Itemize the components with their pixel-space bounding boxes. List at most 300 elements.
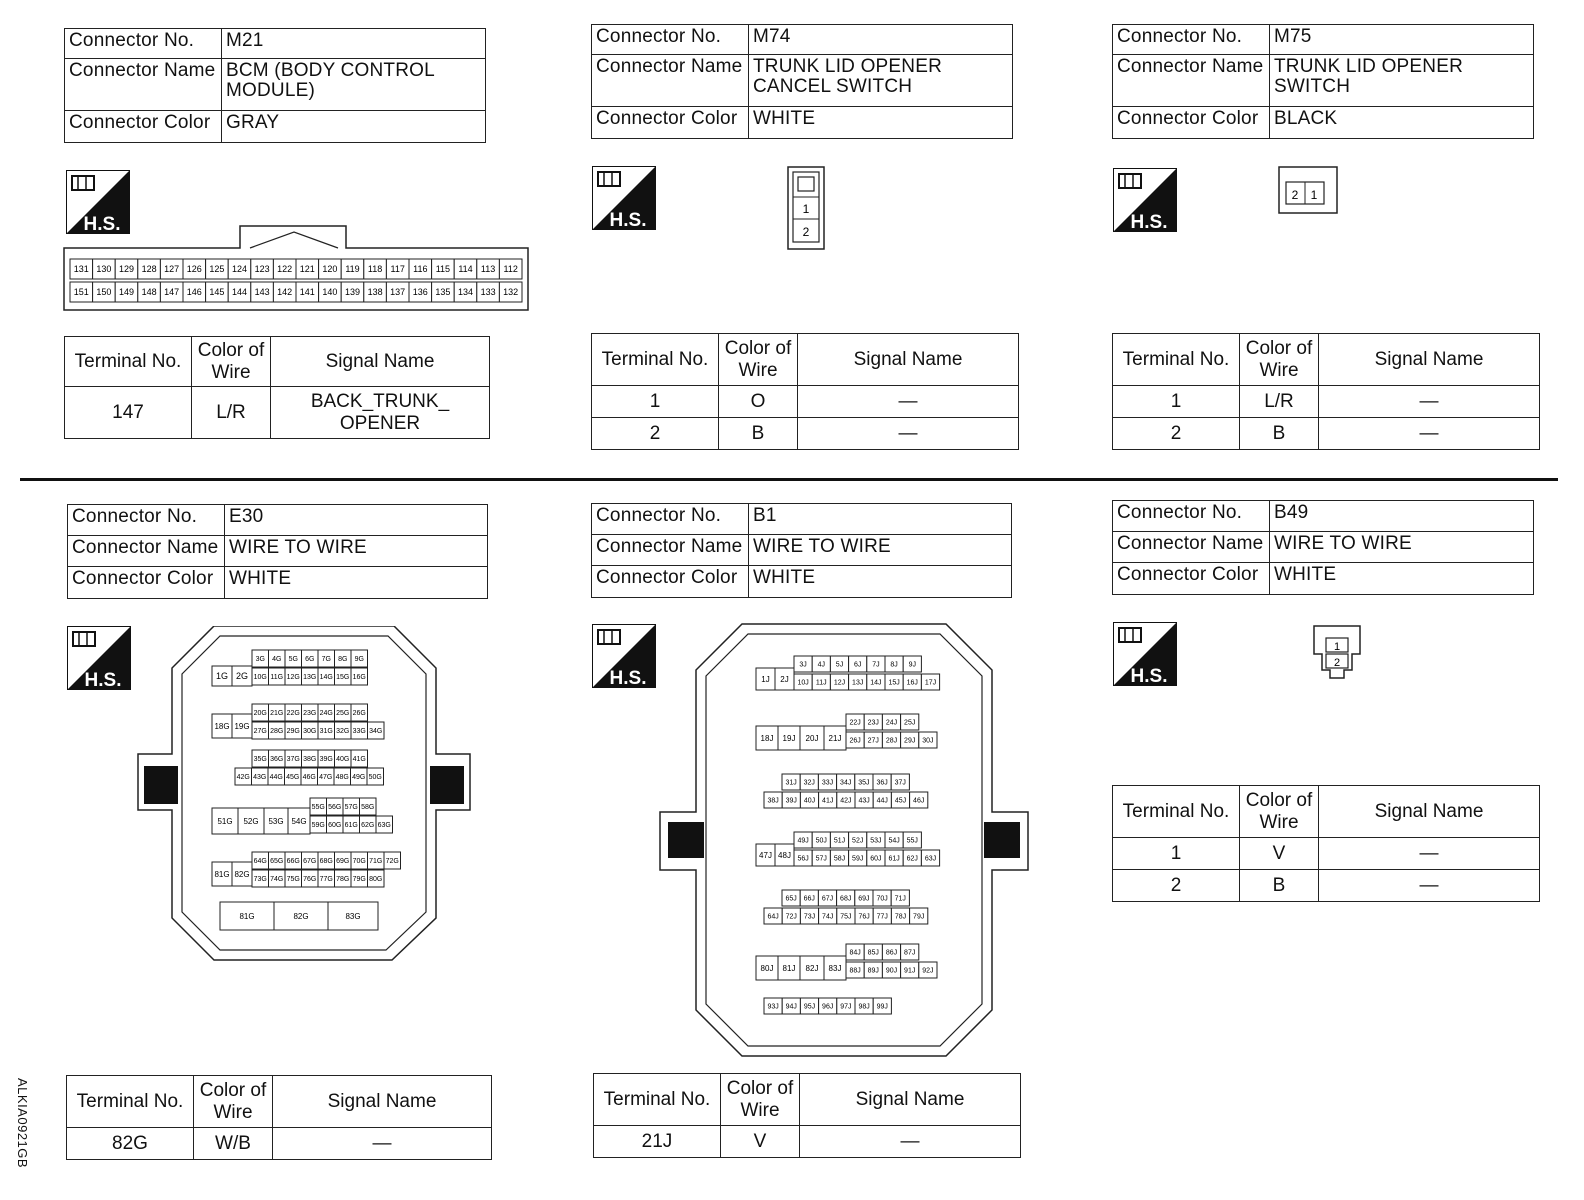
cavity-label: 135	[435, 287, 451, 298]
terminal-no-cell: 1	[1113, 386, 1240, 418]
cavity-label: 34J	[840, 779, 852, 787]
cavity-label: 133	[480, 287, 496, 298]
cavity-label: 11G	[270, 674, 284, 682]
hs-label: H.S.	[84, 670, 122, 690]
signal-name-header: Signal Name	[273, 1076, 492, 1128]
signal-name-cell: —	[800, 1126, 1021, 1158]
connector-name-value: TRUNK LID OPENER SWITCH	[1270, 55, 1534, 107]
signal-name-header: Signal Name	[1319, 786, 1540, 838]
cavity-label: 127	[164, 264, 180, 275]
cavity-label: 74G	[270, 876, 284, 884]
cavity-label: 119	[345, 264, 360, 275]
cavity-label: 24J	[885, 719, 898, 727]
cavity-label: 131	[73, 264, 89, 275]
cavity-label: 112	[503, 264, 518, 275]
cavity-label: 64J	[767, 913, 779, 921]
cavity-label: 38J	[767, 797, 779, 805]
cavity-label: 71J	[894, 895, 906, 903]
cavity-label: 95J	[803, 1003, 816, 1011]
cavity-label: 47J	[759, 850, 772, 860]
signal-name-cell: —	[1319, 386, 1540, 418]
terminal-no-cell: 2	[592, 418, 719, 450]
cavity-label: 82G	[293, 911, 309, 921]
cavity-label: 21J	[828, 733, 842, 743]
cavity-label: 57G	[344, 804, 358, 812]
cavity-label: 9G	[354, 656, 364, 664]
cavity-label: 40J	[803, 797, 816, 805]
cavity-label: 87J	[904, 949, 916, 957]
cavity-label: 58J	[833, 855, 846, 863]
cavity-label: 83G	[345, 911, 361, 921]
wire-color-cell: V	[721, 1126, 800, 1158]
cavity-label: 51G	[217, 816, 233, 826]
cavity-label: 60J	[870, 855, 882, 863]
cavity-label: 68G	[319, 858, 333, 866]
cavity-label: 80G	[369, 876, 383, 884]
connector-info-m21	[64, 28, 486, 143]
connector-face-b49	[1312, 624, 1364, 680]
cavity-label: 98J	[858, 1003, 870, 1011]
wire-color-header: Color of Wire	[1240, 786, 1319, 838]
cavity-label: 8G	[338, 656, 348, 664]
cavity-label: 41J	[822, 797, 834, 805]
terminal-no-header: Terminal No.	[1113, 334, 1240, 386]
wire-color-header: Color of Wire	[719, 334, 798, 386]
connector-color-value: WHITE	[749, 107, 1013, 139]
cavity-label: 32J	[803, 779, 815, 787]
terminal-no-cell: 147	[65, 387, 192, 439]
signal-name-header: Signal Name	[798, 334, 1019, 386]
wire-color-cell: B	[1240, 418, 1319, 450]
wire-color-cell: L/R	[192, 387, 271, 439]
connector-no-value: M21	[222, 29, 486, 59]
connector-no-label: Connector No.	[592, 25, 749, 55]
cavity-label: 63J	[924, 855, 937, 863]
cavity-label: 31G	[319, 728, 333, 736]
cavity-label: 28J	[885, 737, 898, 745]
cavity-label: 25G	[336, 710, 350, 718]
cavity-label: 48G	[335, 774, 349, 782]
cavity-label: 19J	[782, 733, 796, 743]
terminal-table-e30	[66, 1075, 492, 1160]
cavity-label: 7J	[872, 661, 880, 669]
cavity-label: 20G	[253, 710, 267, 718]
cavity-label: 59G	[311, 822, 325, 830]
cavity-label: 3G	[255, 656, 265, 664]
connector-name-value: WIRE TO WIRE	[1270, 532, 1534, 563]
cavity-label: 46G	[302, 774, 316, 782]
connector-no-value: M75	[1270, 25, 1534, 55]
connector-color-label: Connector Color	[65, 111, 222, 143]
connector-info-m75	[1112, 24, 1534, 139]
cavity-label: 30J	[922, 737, 934, 745]
cavity-label: 92J	[922, 967, 934, 975]
connector-info-m74	[591, 24, 1013, 139]
cavity-label: 122	[277, 264, 293, 275]
connector-color-value: WHITE	[225, 567, 488, 599]
cavity-label: 53J	[870, 837, 882, 845]
connector-name-label: Connector Name	[1113, 532, 1270, 563]
cavity-label: 67G	[303, 858, 317, 866]
cavity-label: 9J	[908, 661, 917, 669]
wire-color-header: Color of Wire	[194, 1076, 273, 1128]
connector-name-value: WIRE TO WIRE	[225, 536, 488, 567]
cavity-label: 125	[209, 264, 225, 275]
cavity-label: 46J	[913, 797, 925, 805]
cavity-label: 69J	[858, 895, 870, 903]
cavity-label: 66G	[286, 858, 300, 866]
cavity-label: 10J	[797, 679, 809, 687]
cavity-label: 44G	[269, 774, 283, 782]
cavity-label: 81G	[239, 911, 255, 921]
terminal-no-cell: 1	[592, 386, 719, 418]
cavity-label: 16J	[906, 679, 918, 687]
connector-color-label: Connector Color	[1113, 107, 1270, 139]
cavity-label: 140	[322, 287, 338, 298]
hs-label: H.S.	[1130, 666, 1168, 686]
cavity-label: 29G	[286, 728, 300, 736]
cavity-label: 90J	[885, 967, 898, 975]
cavity-label: 26G	[352, 710, 366, 718]
cavity-label: 76J	[858, 913, 870, 921]
connector-name-value: WIRE TO WIRE	[749, 535, 1012, 566]
cavity-label: 97J	[840, 1003, 852, 1011]
cavity-label: 2J	[780, 674, 789, 684]
connector-name-value: BCM (BODY CONTROL MODULE)	[222, 59, 486, 111]
cavity-label: 21G	[270, 710, 284, 718]
signal-name-cell: —	[798, 418, 1019, 450]
cavity-label: 34G	[369, 728, 383, 736]
cavity-label: 41G	[352, 756, 366, 764]
connector-no-label: Connector No.	[68, 505, 225, 536]
wire-color-cell: L/R	[1240, 386, 1319, 418]
connector-name-label: Connector Name	[592, 535, 749, 566]
cavity-label: 54J	[888, 837, 900, 845]
cavity-label: 78G	[336, 876, 350, 884]
cavity-label: 70G	[352, 858, 366, 866]
harness-side-icon	[67, 626, 131, 690]
cavity-label: 82J	[805, 963, 819, 973]
cavity-label: 93J	[767, 1003, 779, 1011]
terminal-no-header: Terminal No.	[594, 1074, 721, 1126]
cavity-label: 88J	[849, 967, 861, 975]
signal-name-cell: —	[798, 386, 1019, 418]
cavity-label: 18G	[214, 721, 230, 731]
cavity-label: 86J	[885, 949, 898, 957]
cavity-label: 27J	[867, 737, 879, 745]
connector-face-e30	[136, 626, 472, 962]
terminal-no-header: Terminal No.	[65, 337, 192, 387]
cavity-label: 75G	[286, 876, 300, 884]
cavity-label: 58G	[361, 804, 375, 812]
connector-color-label: Connector Color	[592, 566, 749, 598]
cavity-label: 43G	[253, 774, 267, 782]
cavity-label: 13G	[303, 674, 317, 682]
cavity-label: 10G	[253, 674, 267, 682]
cavity-label: 116	[413, 264, 428, 275]
cavity-label: 12J	[833, 679, 846, 687]
terminal-no-cell: 2	[1113, 870, 1240, 902]
cavity-label: 138	[367, 287, 383, 298]
terminal-table-b1	[593, 1073, 1021, 1158]
cavity-label: 12G	[286, 674, 300, 682]
cavity-label: 128	[141, 264, 157, 275]
cavity-label: 118	[367, 264, 383, 275]
cavity-label: 39G	[319, 756, 333, 764]
cavity-label: 35J	[858, 779, 870, 787]
terminal-table-b49	[1112, 785, 1540, 902]
cavity-label: 55G	[311, 804, 325, 812]
harness-side-icon	[1113, 168, 1177, 232]
cavity-label: 143	[254, 287, 270, 298]
cavity-label: 148	[141, 287, 157, 298]
wire-color-cell: V	[1240, 838, 1319, 870]
cavity-label: 15J	[888, 679, 900, 687]
cavity-label: 30G	[303, 728, 317, 736]
hs-label: H.S.	[83, 214, 121, 234]
cavity-label: 48J	[778, 850, 791, 860]
cavity-label: 56G	[328, 804, 342, 812]
cavity-label: 49J	[797, 837, 809, 845]
connector-color-label: Connector Color	[68, 567, 225, 599]
connector-info-b1	[591, 503, 1012, 598]
connector-name-value: TRUNK LID OPENER CANCEL SWITCH	[749, 55, 1013, 107]
wire-color-cell: W/B	[194, 1128, 273, 1160]
cavity-label: 141	[299, 287, 315, 298]
cavity-label: 15G	[336, 674, 350, 682]
terminal-no-cell: 2	[1113, 418, 1240, 450]
cavity-label: 73G	[253, 876, 267, 884]
terminal-no-header: Terminal No.	[592, 334, 719, 386]
cavity-label: 134	[457, 287, 474, 298]
cavity-label: 124	[231, 264, 248, 275]
connector-no-label: Connector No.	[1113, 501, 1270, 532]
connector-info-e30	[67, 504, 488, 599]
cavity-label: 151	[73, 287, 89, 298]
connector-no-value: B1	[749, 504, 1012, 535]
cavity-label: 64G	[253, 858, 267, 866]
cavity-label: 43J	[858, 797, 870, 805]
cavity-label: 62J	[906, 855, 918, 863]
connector-name-label: Connector Name	[592, 55, 749, 107]
cavity-label: 17J	[924, 679, 937, 687]
cavity-label: 27G	[253, 728, 267, 736]
cavity-label: 19G	[234, 721, 250, 731]
cavity-label: 23G	[303, 710, 317, 718]
cavity-label: 126	[186, 264, 202, 275]
cavity-label: 149	[118, 287, 135, 298]
cavity-label: 53G	[268, 816, 284, 826]
connector-no-value: E30	[225, 505, 488, 536]
cavity-label: 65J	[785, 895, 797, 903]
cavity-label: 22G	[286, 710, 300, 718]
cavity-label: 38G	[303, 756, 317, 764]
cavity-label: 23J	[867, 719, 879, 727]
cavity-label: 61J	[888, 855, 900, 863]
cavity-label: 1	[1333, 641, 1341, 653]
hs-label: H.S.	[1130, 212, 1168, 232]
cavity-label: 1G	[215, 671, 229, 682]
connector-info-b49	[1112, 500, 1534, 595]
harness-side-icon	[592, 624, 656, 688]
cavity-label: 33G	[352, 728, 366, 736]
connector-face-b1	[658, 622, 1030, 1058]
cavity-label: 77J	[876, 913, 888, 921]
cavity-label: 32G	[336, 728, 350, 736]
connector-no-label: Connector No.	[1113, 25, 1270, 55]
wire-color-cell: O	[719, 386, 798, 418]
cavity-label: 150	[96, 287, 112, 298]
cavity-label: 26J	[849, 737, 861, 745]
wire-color-header: Color of Wire	[1240, 334, 1319, 386]
cavity-label: 56J	[797, 855, 809, 863]
cavity-label: 115	[435, 264, 451, 275]
terminal-no-cell: 1	[1113, 838, 1240, 870]
cavity-label: 142	[277, 287, 293, 298]
cavity-label: 59J	[852, 855, 864, 863]
cavity-label: 72G	[385, 858, 399, 866]
cavity-label: 145	[209, 287, 225, 298]
harness-side-icon	[592, 166, 656, 230]
cavity-label: 37G	[286, 756, 300, 764]
cavity-label: 68J	[840, 895, 852, 903]
cavity-label: 2	[1291, 188, 1299, 202]
cavity-label: 29J	[904, 737, 916, 745]
cavity-label: 82G	[234, 869, 250, 879]
cavity-label: 40G	[336, 756, 350, 764]
cavity-label: 129	[118, 264, 135, 275]
cavity-label: 2G	[235, 671, 249, 682]
cavity-label: 3J	[799, 661, 807, 669]
harness-side-icon	[1113, 622, 1177, 686]
connector-name-label: Connector Name	[65, 59, 222, 111]
connector-color-label: Connector Color	[592, 107, 749, 139]
cavity-label: 2	[802, 225, 810, 239]
cavity-label: 70J	[876, 895, 888, 903]
terminal-no-cell: 82G	[67, 1128, 194, 1160]
cavity-label: 79J	[913, 913, 925, 921]
cavity-label: 65G	[270, 858, 284, 866]
connector-color-value: BLACK	[1270, 107, 1534, 139]
cavity-label: 44J	[876, 797, 888, 805]
cavity-label: 147	[164, 287, 180, 298]
figure-code: ALKIA0921GB	[15, 1078, 30, 1169]
cavity-label: 123	[254, 264, 270, 275]
cavity-label: 63G	[377, 822, 391, 830]
terminal-no-cell: 21J	[594, 1126, 721, 1158]
cavity-label: 139	[344, 287, 361, 298]
signal-name-header: Signal Name	[800, 1074, 1021, 1126]
cavity-label: 80J	[760, 963, 774, 973]
cavity-label: 75J	[840, 913, 852, 921]
cavity-label: 31J	[785, 779, 797, 787]
terminal-table-m74	[591, 333, 1019, 450]
cavity-label: 57J	[815, 855, 827, 863]
cavity-label: 137	[390, 287, 406, 298]
cavity-label: 71G	[369, 858, 383, 866]
connector-color-label: Connector Color	[1113, 563, 1270, 595]
cavity-label: 50J	[815, 837, 827, 845]
cavity-label: 35G	[253, 756, 267, 764]
cavity-label: 73J	[803, 913, 816, 921]
connector-name-label: Connector Name	[1113, 55, 1270, 107]
cavity-label: 136	[412, 287, 428, 298]
cavity-label: 24G	[319, 710, 333, 718]
connector-no-value: B49	[1270, 501, 1534, 532]
cavity-label: 1	[1310, 188, 1318, 202]
cavity-label: 7G	[321, 656, 331, 664]
cavity-label: 113	[480, 264, 496, 275]
section-divider	[20, 478, 1558, 481]
cavity-label: 42G	[236, 774, 250, 782]
cavity-label: 77G	[319, 876, 333, 884]
cavity-label: 8J	[890, 661, 898, 669]
cavity-label: 28G	[270, 728, 284, 736]
wire-color-cell: B	[1240, 870, 1319, 902]
cavity-label: 89J	[867, 967, 879, 975]
cavity-label: 81J	[782, 963, 796, 973]
cavity-label: 91J	[904, 967, 916, 975]
cavity-label: 1	[802, 202, 810, 216]
cavity-label: 49G	[352, 774, 366, 782]
cavity-label: 6J	[853, 661, 862, 669]
cavity-label: 96J	[822, 1003, 834, 1011]
connector-no-value: M74	[749, 25, 1013, 55]
cavity-label: 52G	[243, 816, 259, 826]
cavity-label: 45J	[894, 797, 907, 805]
signal-name-cell: —	[1319, 838, 1540, 870]
cavity-label: 74J	[822, 913, 834, 921]
cavity-label: 121	[299, 264, 315, 275]
signal-name-cell: —	[1319, 418, 1540, 450]
cavity-label: 16G	[352, 674, 366, 682]
cavity-label: 6G	[305, 656, 315, 664]
cavity-label: 94J	[785, 1003, 797, 1011]
cavity-label: 54G	[291, 816, 307, 826]
cavity-label: 14G	[319, 674, 333, 682]
cavity-label: 39J	[785, 797, 797, 805]
connector-no-label: Connector No.	[592, 504, 749, 535]
cavity-label: 55J	[906, 837, 918, 845]
wire-color-cell: B	[719, 418, 798, 450]
cavity-label: 76G	[303, 876, 317, 884]
cavity-label: 79G	[352, 876, 366, 884]
signal-name-header: Signal Name	[1319, 334, 1540, 386]
cavity-label: 62G	[361, 822, 375, 830]
connector-face-m75	[1278, 166, 1340, 216]
cavity-label: 18J	[760, 733, 774, 743]
connector-face-m74	[787, 166, 827, 250]
connector-color-value: WHITE	[1270, 563, 1534, 595]
cavity-label: 4J	[817, 661, 826, 669]
cavity-label: 33J	[821, 779, 834, 787]
hs-label: H.S.	[609, 668, 647, 688]
cavity-label: 99J	[876, 1003, 888, 1011]
terminal-table-m21	[64, 336, 490, 439]
cavity-label: 50G	[368, 774, 382, 782]
connector-no-label: Connector No.	[65, 29, 222, 59]
cavity-label: 130	[96, 264, 112, 275]
cavity-label: 22J	[849, 719, 861, 727]
cavity-label: 2	[1333, 657, 1341, 669]
terminal-no-header: Terminal No.	[67, 1076, 194, 1128]
signal-name-header: Signal Name	[271, 337, 490, 387]
cavity-label: 114	[458, 264, 473, 275]
cavity-label: 11J	[815, 679, 827, 687]
cavity-label: 13J	[852, 679, 864, 687]
cavity-label: 36J	[876, 779, 888, 787]
cavity-label: 120	[322, 264, 338, 275]
